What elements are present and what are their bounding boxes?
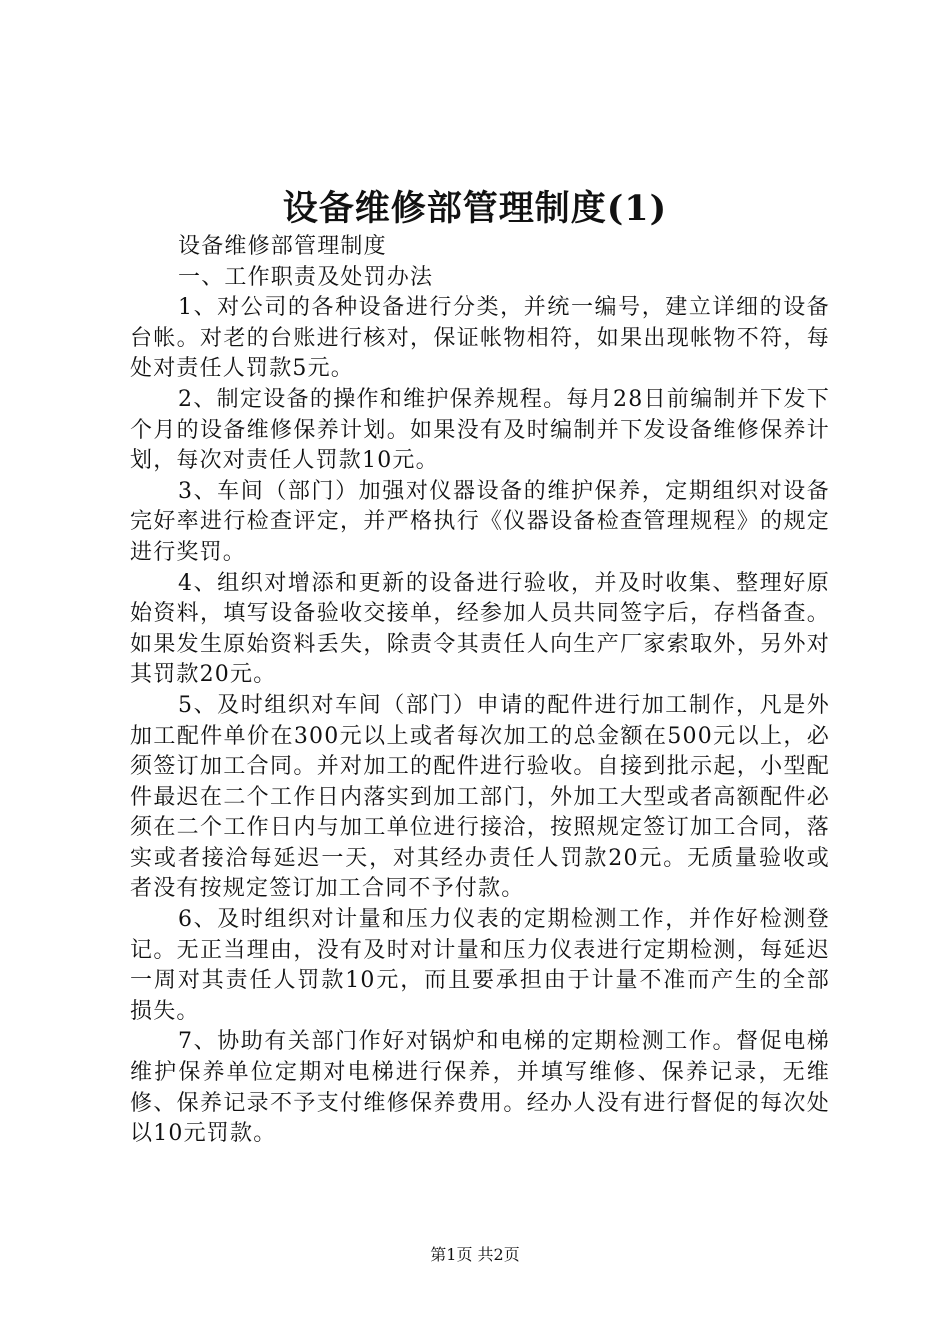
paragraph-item-5: 5、及时组织对车间（部门）申请的配件进行加工制作，凡是外加工配件单价在300元以上或者每次加工的总金额在500元以上，必须签订加工合同。并对加工的配件进行验收。自接到批示起，小型配件最迟在二个工作日内落实到加工部门，外加工大型或者高额配件必须在二个工作日内与加工单位进行接洽，按照规定签订加工合同，落实或者接洽每延迟一天，对其经办责任人罚款20元。无质量验收或者没有按规定签订加工合同不予付款。	[130, 692, 830, 902]
page-footer	[0, 1244, 950, 1266]
document-title: 设备维修部管理制度(1)	[282, 188, 668, 229]
paragraph-item-7: 7、协助有关部门作好对锅炉和电梯的定期检测工作。督促电梯维护保养单位定期对电梯进行保养，并填写维修、保养记录，无维修、保养记录不予支付维修保养费用。经办人没有进行督促的每次处以10元罚款。	[130, 1029, 830, 1147]
paragraph-item-1: 1、对公司的各种设备进行分类，并统一编号，建立详细的设备台帐。对老的台账进行核对，保证帐物相符，如果出现帐物不符，每处对责任人罚款5元。	[130, 295, 830, 382]
paragraph-item-4: 4、组织对增添和更新的设备进行验收，并及时收集、整理好原始资料，填写设备验收交接单，经参加人员共同签字后，存档备查。如果发生原始资料丢失，除责令其责任人向生产厂家索取外，另外对其罚款20元。	[130, 570, 830, 688]
document-body	[130, 232, 830, 1150]
paragraph-section-title: 一、工作职责及处罚办法	[178, 264, 434, 290]
paragraph-item-6: 6、及时组织对计量和压力仪表的定期检测工作，并作好检测登记。无正当理由，没有及时对计量和压力仪表进行定期检测，每延迟一周对其责任人罚款10元，而且要承担由于计量不准而产生的全部损失。	[130, 907, 830, 1024]
paragraph-item-2: 2、制定设备的操作和维护保养规程。每月28日前编制并下发下个月的设备维修保养计划。如果没有及时编制并下发设备维修保养计划，每次对责任人罚款10元。	[130, 386, 830, 474]
page-number-label: 第1页 共2页	[430, 1245, 520, 1264]
paragraph-heading: 设备维修部管理制度	[178, 234, 387, 259]
paragraph-item-3: 3、车间（部门）加强对仪器设备的维护保养，定期组织对设备完好率进行检查评定，并严格执行《仪器设备检查管理规程》的规定进行奖罚。	[130, 478, 830, 565]
